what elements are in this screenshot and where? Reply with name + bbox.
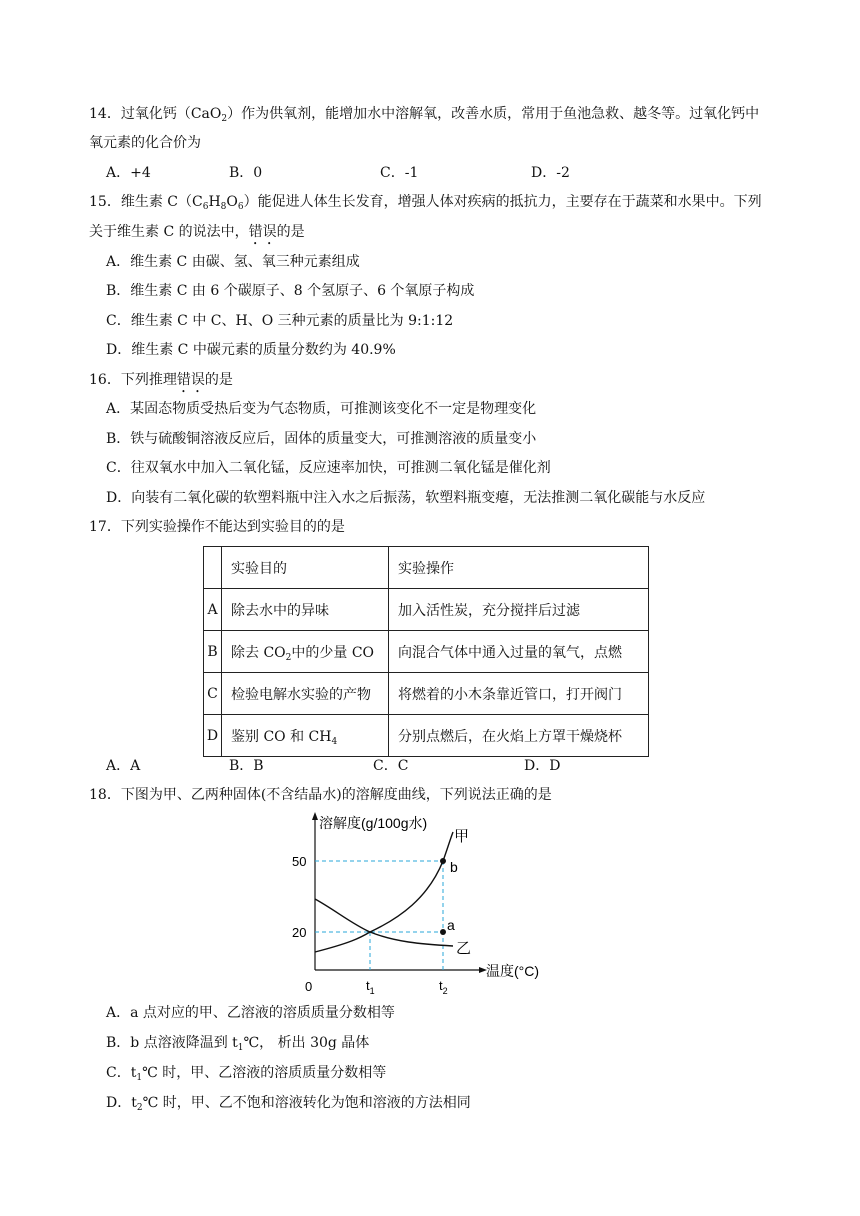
q17-stem: 17．下列实验操作不能达到实验目的的是 bbox=[89, 519, 345, 535]
table-row bbox=[204, 631, 649, 673]
table-cell-key: B bbox=[204, 631, 222, 673]
point-label-a: a bbox=[447, 917, 455, 933]
q15-stem-line2: 关于维生素 C 的说法中，错误的是 bbox=[89, 224, 305, 240]
table-cell-operation: 向混合气体中通入过量的氧气，点燃 bbox=[389, 631, 649, 673]
experiment-table bbox=[203, 546, 649, 757]
table-cell-key: C bbox=[204, 673, 222, 715]
q15-option-c: C．维生素 C 中 C、H、O 三种元素的质量比为 9:1:12 bbox=[106, 313, 454, 329]
q14-stem-line1: 14．过氧化钙（CaO$_2$）作为供氧剂，能增加水中溶解氧，改善水质，常用于鱼池急救、越冬等。过氧化钙中 bbox=[89, 106, 760, 124]
q15-option-d: D．维生素 C 中碳元素的质量分数约为 40.9% bbox=[106, 342, 396, 358]
origin-label: 0 bbox=[305, 979, 313, 994]
q16-stem: 16．下列推理错误的是 bbox=[89, 372, 233, 388]
q18-option-b: B．b 点溶液降温到 $t_1℃$， 析出 30g 晶体 bbox=[106, 1035, 370, 1053]
table-cell-key: D bbox=[204, 715, 222, 757]
q15-stem-line1: 15．维生素 $C(C_6H_8O_6)$能促进人体生长发育，增强人体对疾病的抵抗力，主要存在于蔬菜和水果中。下列 bbox=[89, 194, 762, 212]
q17-option-b: B．B bbox=[229, 758, 264, 774]
q16-option-a: A．某固态物质受热后变为气态物质，可推测该变化不一定是物理变化 bbox=[106, 401, 537, 417]
q18-stem: 18．下图为甲、乙两种固体(不含结晶水)的溶解度曲线，下列说法正确的是 bbox=[89, 787, 552, 803]
emphasis-mark: 错误 bbox=[176, 372, 205, 388]
table-header-operation: 实验操作 bbox=[389, 547, 649, 589]
q16-option-b: B．铁与硫酸铜溶液反应后，固体的质量变大，可推测溶液的质量变小 bbox=[106, 431, 537, 447]
q17-option-c: C．C bbox=[373, 758, 409, 774]
table-cell-goal: 除去 $CO_2$中的少量 CO bbox=[222, 631, 389, 673]
point-b bbox=[440, 858, 446, 864]
table-cell-goal: 除去水中的异味 bbox=[222, 589, 389, 631]
table-cell-operation: 分别点燃后，在火焰上方罩干燥烧杯 bbox=[389, 715, 649, 757]
series-yi-curve bbox=[315, 899, 453, 946]
q16-option-d: D．向装有二氧化碳的软塑料瓶中注入水之后振荡，软塑料瓶变瘪，无法推测二氧化碳能与水反应 bbox=[106, 490, 706, 506]
solubility-chart bbox=[290, 810, 560, 1002]
point-label-b: b bbox=[450, 859, 458, 875]
emphasis-mark: 错误 bbox=[248, 224, 277, 240]
table-cell-operation: 加入活性炭，充分搅拌后过滤 bbox=[389, 589, 649, 631]
table-cell-goal: 检验电解水实验的产物 bbox=[222, 673, 389, 715]
q15-option-b: B．维生素 C 由 6 个碳原子、8 个氢原子、6 个氧原子构成 bbox=[106, 283, 475, 299]
point-a bbox=[440, 929, 446, 935]
q17-option-a: A．A bbox=[106, 758, 141, 774]
q14-option-a: A．+4 bbox=[106, 165, 151, 181]
table-cell-goal: 鉴别 CO 和 $CH_4$ bbox=[222, 715, 389, 757]
series-label-jia: 甲 bbox=[454, 828, 470, 845]
series-label-yi: 乙 bbox=[456, 940, 472, 957]
y-tick-label: 50 bbox=[292, 854, 307, 869]
x-tick-label: $t_2$ bbox=[439, 978, 448, 996]
q17-option-d: D．D bbox=[524, 758, 561, 774]
table-header-key bbox=[204, 547, 222, 589]
q14-option-b: B．0 bbox=[229, 165, 263, 181]
y-tick-label: 20 bbox=[292, 925, 307, 940]
q14-option-c: C．-1 bbox=[380, 165, 419, 181]
q18-option-d: D．$t_2℃$ 时，甲、乙不饱和溶液转化为饱和溶液的方法相同 bbox=[106, 1095, 471, 1113]
q16-option-c: C．往双氧水中加入二氧化锰，反应速率加快，可推测二氧化锰是催化剂 bbox=[106, 460, 551, 476]
table-row bbox=[204, 673, 649, 715]
series-jia-curve bbox=[315, 832, 453, 952]
q18-option-c: C．$t_1℃$ 时，甲、乙溶液的溶质质量分数相等 bbox=[106, 1065, 387, 1083]
table-cell-operation: 将燃着的小木条靠近管口，打开阀门 bbox=[389, 673, 649, 715]
table-header-row bbox=[204, 547, 649, 589]
q14-option-d: D．-2 bbox=[531, 165, 570, 181]
q18-option-a: A．a 点对应的甲、乙溶液的溶质质量分数相等 bbox=[106, 1005, 395, 1021]
table-row bbox=[204, 589, 649, 631]
q14-stem-line2: 氧元素的化合价为 bbox=[89, 135, 201, 151]
y-axis-arrow bbox=[312, 812, 318, 820]
q15-option-a: A．维生素 C 由碳、氢、氧三种元素组成 bbox=[106, 254, 360, 270]
y-axis-label: 溶解度(g/100g水) bbox=[319, 815, 428, 831]
x-axis-label: 温度(°C) bbox=[486, 963, 540, 979]
x-tick-label: $t_1$ bbox=[366, 978, 375, 996]
table-cell-key: A bbox=[204, 589, 222, 631]
table-row bbox=[204, 715, 649, 757]
table-header-goal: 实验目的 bbox=[222, 547, 389, 589]
